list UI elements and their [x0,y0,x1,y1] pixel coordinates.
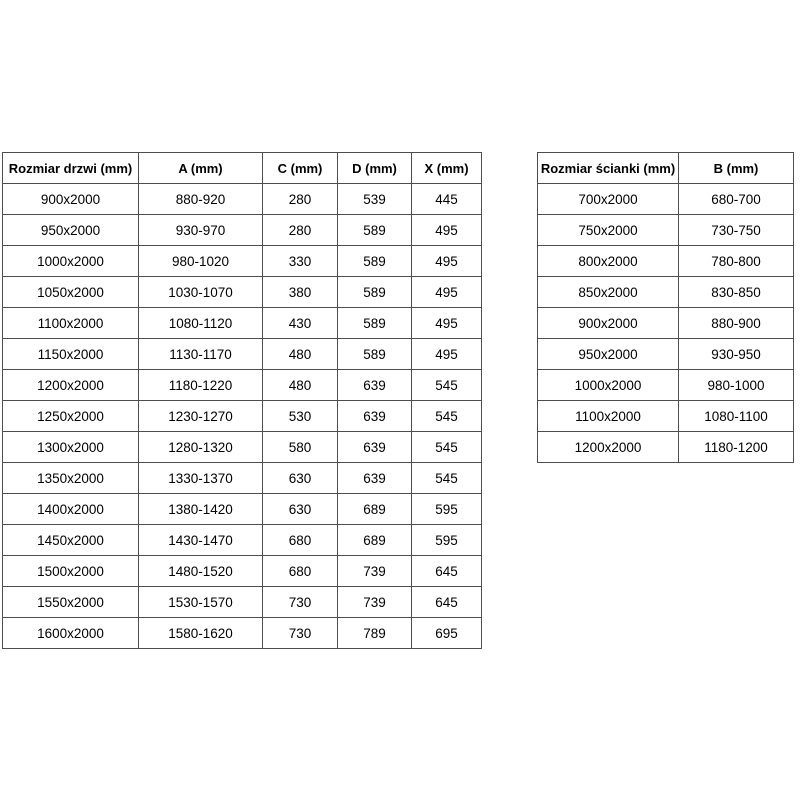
table-cell: 280 [263,184,338,215]
table-cell: 1180-1200 [679,432,794,463]
table-row [538,370,794,401]
column-header: A (mm) [139,153,263,184]
table-cell: 1150x2000 [3,339,139,370]
table-row [538,215,794,246]
table-cell: 545 [412,432,482,463]
table-cell: 639 [338,432,412,463]
table-cell: 480 [263,339,338,370]
table-cell: 545 [412,401,482,432]
table-cell: 880-920 [139,184,263,215]
table-row [538,184,794,215]
table-cell: 980-1020 [139,246,263,277]
table-cell: 730 [263,618,338,649]
table-cell: 639 [338,401,412,432]
table-cell: 750x2000 [538,215,679,246]
table-cell: 980-1000 [679,370,794,401]
table-cell: 739 [338,556,412,587]
table-row [3,556,482,587]
table-cell: 680 [263,556,338,587]
table-cell: 689 [338,494,412,525]
table-cell: 780-800 [679,246,794,277]
header-row [538,153,794,184]
table-cell: 330 [263,246,338,277]
table-cell: 539 [338,184,412,215]
table-cell: 1200x2000 [538,432,679,463]
table-cell: 789 [338,618,412,649]
table-cell: 380 [263,277,338,308]
table-cell: 850x2000 [538,277,679,308]
table-cell: 589 [338,215,412,246]
table-cell: 589 [338,339,412,370]
table-row [3,184,482,215]
table-cell: 680-700 [679,184,794,215]
table-cell: 1030-1070 [139,277,263,308]
table-cell: 1250x2000 [3,401,139,432]
table-cell: 1400x2000 [3,494,139,525]
table-cell: 595 [412,525,482,556]
table-cell: 589 [338,277,412,308]
table-row [3,277,482,308]
table-cell: 1000x2000 [3,246,139,277]
table-cell: 1600x2000 [3,618,139,649]
table-cell: 1130-1170 [139,339,263,370]
table-cell: 1280-1320 [139,432,263,463]
table-cell: 730 [263,587,338,618]
table-cell: 445 [412,184,482,215]
table-cell: 1180-1220 [139,370,263,401]
table-cell: 1230-1270 [139,401,263,432]
door-size-table [2,152,482,649]
table-cell: 689 [338,525,412,556]
table-cell: 700x2000 [538,184,679,215]
table-cell: 645 [412,556,482,587]
table-cell: 1080-1120 [139,308,263,339]
column-header: B (mm) [679,153,794,184]
table-cell: 930-970 [139,215,263,246]
table-row [3,525,482,556]
table-cell: 545 [412,370,482,401]
table-cell: 1430-1470 [139,525,263,556]
table-row [538,401,794,432]
wall-size-table [537,152,794,463]
table-cell: 1580-1620 [139,618,263,649]
table-cell: 495 [412,277,482,308]
table-cell: 739 [338,587,412,618]
table-cell: 595 [412,494,482,525]
table-cell: 880-900 [679,308,794,339]
table-cell: 695 [412,618,482,649]
table-cell: 495 [412,339,482,370]
table-cell: 495 [412,308,482,339]
column-header: D (mm) [338,153,412,184]
table-row [3,215,482,246]
column-header: C (mm) [263,153,338,184]
table-cell: 730-750 [679,215,794,246]
column-header: Rozmiar drzwi (mm) [3,153,139,184]
table-cell: 1300x2000 [3,432,139,463]
table-row [538,308,794,339]
table-row [538,246,794,277]
table-cell: 430 [263,308,338,339]
table-cell: 680 [263,525,338,556]
table-row [538,277,794,308]
table-cell: 545 [412,463,482,494]
table-cell: 1080-1100 [679,401,794,432]
table-row [3,308,482,339]
table-cell: 580 [263,432,338,463]
table-row [3,370,482,401]
column-header: X (mm) [412,153,482,184]
table-row [3,494,482,525]
table-cell: 1530-1570 [139,587,263,618]
table-cell: 830-850 [679,277,794,308]
table-cell: 639 [338,463,412,494]
table-row [538,339,794,370]
table-cell: 950x2000 [3,215,139,246]
table-cell: 530 [263,401,338,432]
table-cell: 639 [338,370,412,401]
table-row [538,432,794,463]
table-cell: 1480-1520 [139,556,263,587]
table-row [3,401,482,432]
table-cell: 495 [412,215,482,246]
table-cell: 800x2000 [538,246,679,277]
table-cell: 1380-1420 [139,494,263,525]
table-row [3,246,482,277]
header-row [3,153,482,184]
table-cell: 645 [412,587,482,618]
table-cell: 1100x2000 [3,308,139,339]
table-cell: 630 [263,463,338,494]
table-cell: 1550x2000 [3,587,139,618]
table-cell: 1200x2000 [3,370,139,401]
table-row [3,618,482,649]
table-cell: 900x2000 [538,308,679,339]
table-cell: 280 [263,215,338,246]
table-cell: 480 [263,370,338,401]
table-cell: 1000x2000 [538,370,679,401]
table-row [3,339,482,370]
column-header: Rozmiar ścianki (mm) [538,153,679,184]
table-cell: 589 [338,246,412,277]
table-cell: 1050x2000 [3,277,139,308]
table-cell: 950x2000 [538,339,679,370]
table-row [3,432,482,463]
table-row [3,463,482,494]
table-cell: 900x2000 [3,184,139,215]
table-cell: 589 [338,308,412,339]
table-cell: 495 [412,246,482,277]
table-cell: 1330-1370 [139,463,263,494]
table-cell: 630 [263,494,338,525]
table-row [3,587,482,618]
table-cell: 1450x2000 [3,525,139,556]
table-cell: 930-950 [679,339,794,370]
table-cell: 1500x2000 [3,556,139,587]
table-cell: 1100x2000 [538,401,679,432]
table-cell: 1350x2000 [3,463,139,494]
